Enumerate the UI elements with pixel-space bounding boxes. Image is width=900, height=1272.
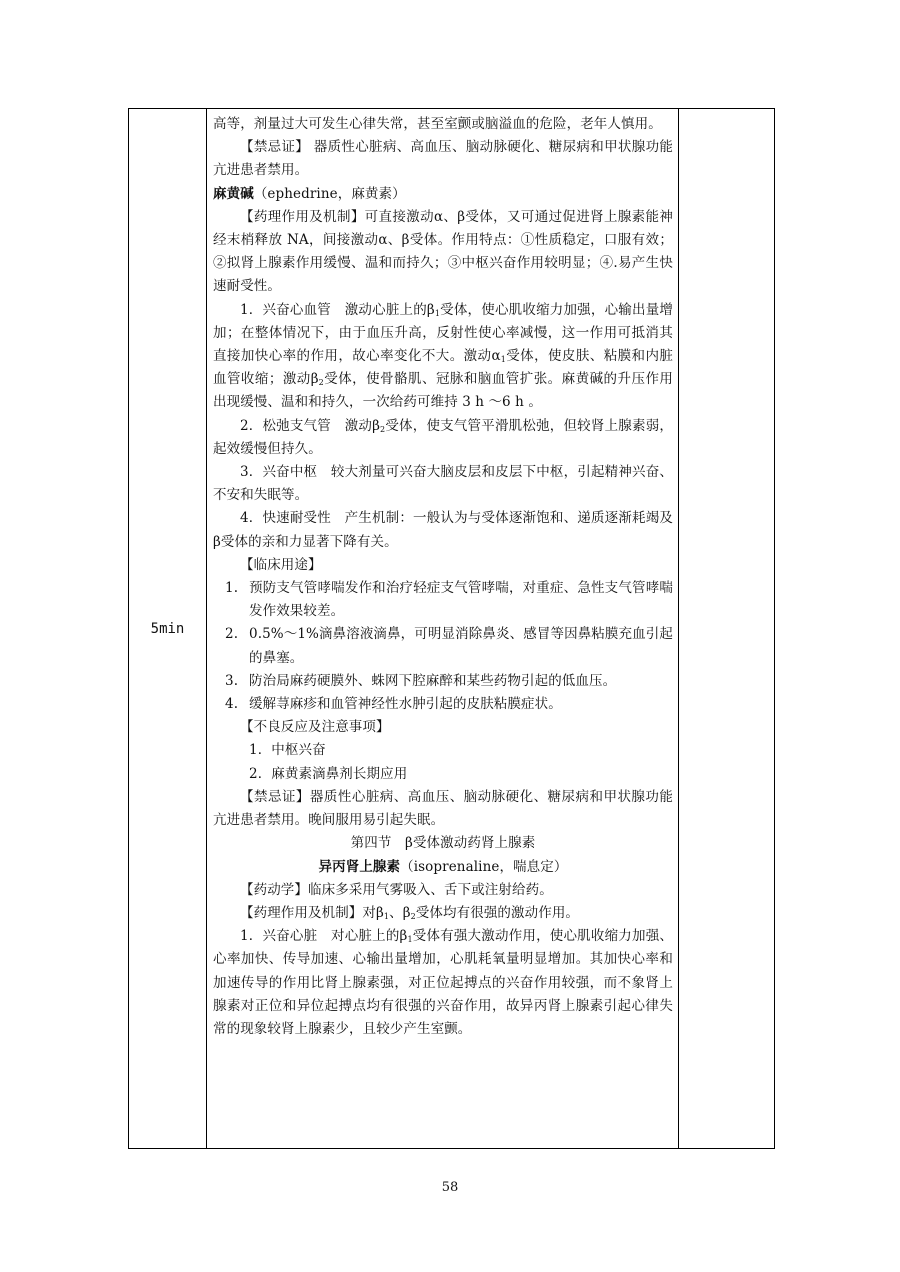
contraindication-paragraph: 【禁忌证】 器质性心脏病、高血压、脑动脉硬化、糖尿病和甲状腺功能亢进患者禁用。 <box>213 139 673 179</box>
drug-heading-ephedrine <box>213 183 673 206</box>
list-item: 4. 缓解荨麻疹和血管神经性水肿引起的皮肤粘膜症状。 <box>225 696 562 713</box>
paragraph: 高等，剂量过大可发生心律失常，甚至室颤或脑溢血的危险，老年人慎用。 <box>213 116 662 132</box>
list-item: 2. 0.5%～1%滴鼻溶液滴鼻，可明显消除鼻炎、感冒等因鼻粘膜充血引起的鼻塞。 <box>225 626 673 666</box>
adverse-item: 2．麻黄素滴鼻剂长期应用 <box>249 765 408 782</box>
list-item: 3. 防治局麻药硬膜外、蛛网下腔麻醉和某些药物引起的低血压。 <box>225 672 617 689</box>
adverse-heading: 【不良反应及注意事项】 <box>240 719 390 736</box>
clinical-uses-heading: 【临床用途】 <box>240 556 322 573</box>
effect-tolerance: 4．快速耐受性 产生机制：一般认为与受体逐渐饱和、递质逐渐耗竭及β受体的亲和力显著下降有关。 <box>213 510 673 550</box>
pharmacology-paragraph: 【药理作用及机制】对$\beta_1$、$\beta_2$受体均有很强的激动作用。 <box>240 904 580 921</box>
drug-name: 麻黄碱 <box>213 185 254 202</box>
drug-alias: （ephedrine，麻黄素） <box>253 185 406 202</box>
pharmacokinetics-paragraph: 【药动学】临床多采用气雾吸入、舌下或注射给药。 <box>240 881 553 898</box>
time-cell: 5min <box>150 620 185 637</box>
drug-heading-isoprenaline <box>213 856 673 879</box>
adverse-item: 1．中枢兴奋 <box>249 742 326 759</box>
drug-alias: （isoprenaline，喘息定） <box>400 858 568 875</box>
effect-bronchial: 2．松弛支气管 激动$\beta_2$受体，使支气管平滑肌松弛，但较肾上腺素弱，起效缓慢但持久。 <box>213 417 673 457</box>
content-cell <box>213 113 673 1148</box>
drug-name: 异丙肾上腺素 <box>318 858 401 875</box>
effect-cns: 3．兴奋中枢 较大剂量可兴奋大脑皮层和皮层下中枢，引起精神兴奋、不安和失眠等。 <box>213 464 673 504</box>
lesson-table <box>128 108 775 1149</box>
page-number: 58 <box>441 1180 459 1195</box>
pharmacology-paragraph: 【药理作用及机制】可直接激动α、β受体，又可通过促进肾上腺素能神经末梢释放 NA，间接激动α、β受体。作用特点：①性质稳定，口服有效；②拟肾上腺素作用缓慢、温和而持久；③中枢兴奋作用较明显；④.易产生快速耐受性。 <box>213 208 673 295</box>
section-heading: 第四节 β受体激动药肾上腺素 <box>350 835 536 852</box>
column-divider <box>678 109 679 1148</box>
contraindication-paragraph: 【禁忌证】器质性心脏病、高血压、脑动脉硬化、糖尿病和甲状腺功能亢进患者禁用。晚间服用易引起失眠。 <box>213 788 673 829</box>
effect-cardiovascular: 1．兴奋心血管 激动心脏上的$\beta_1$受体，使心肌收缩力加强，心输出量增加；在整体情况下，由于血压升高，反射性使心率减慢，这一作用可抵消其直接加快心率的作用，故心率变化不大。激动$\alpha_1$受体，使皮肤、粘膜和内脏血管收缩；激动$\beta_2$受体，使骨骼肌、冠脉和脑血管扩张。麻黄碱的升压作用出现缓慢、温和和持久，一次给药可维持 3 h ～6 h 。 <box>213 301 674 411</box>
list-item: 1. 预防支气管哮喘发作和治疗轻症支气管哮喘，对重症、急性支气管哮喘发作效果较差。 <box>225 580 673 620</box>
column-divider <box>206 109 207 1148</box>
effect-cardiac: 1．兴奋心脏 对心脏上的$\beta_1$受体有强大激动作用，使心肌收缩力加强、心率加快、传导加速、心输出量增加，心肌耗氧量明显增加。其加快心率和加速传导的作用比肾上腺素强，对正位起搏点的兴奋作用较强，而不象肾上腺素对正位和异位起搏点均有很强的兴奋作用，故异丙肾上腺素引起心律失常的现象较肾上腺素少，且较少产生室颤。 <box>213 928 673 1037</box>
